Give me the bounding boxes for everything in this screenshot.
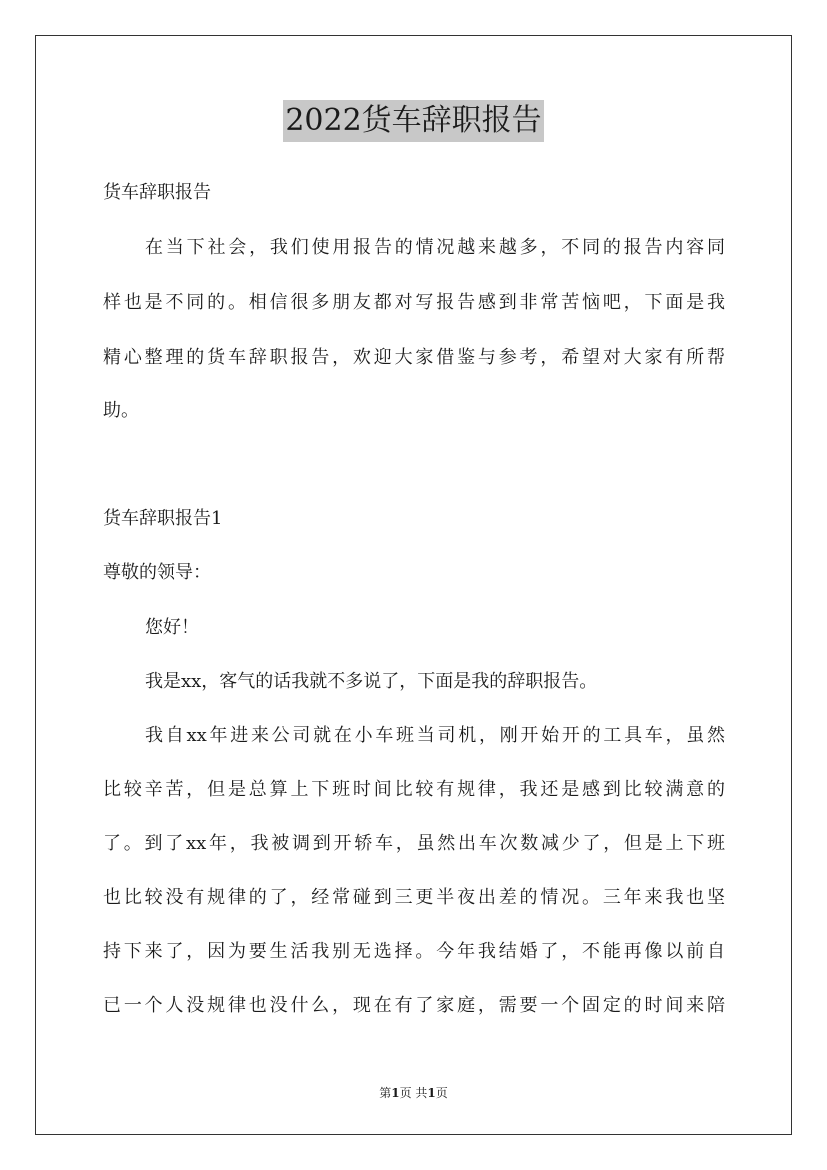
footer-prefix: 第 — [379, 1086, 392, 1100]
document-title: 2022货车辞职报告 — [283, 100, 543, 142]
intro-line-3: 精心整理的货车辞职报告，欢迎大家借鉴与参考，希望对大家有所帮 — [103, 347, 725, 368]
title-wrap — [0, 100, 827, 142]
paragraph-1: 我是xx，客气的话我就不多说了，下面是我的辞职报告。 — [145, 671, 598, 692]
paragraph-2-line-3: 了。到了xx年，我被调到开轿车，虽然出车次数减少了，但是上下班 — [103, 833, 725, 854]
footer-current-page: 1 — [391, 1086, 400, 1100]
intro-line-2: 样也是不同的。相信很多朋友都对写报告感到非常苦恼吧，下面是我 — [103, 292, 725, 313]
salutation: 尊敬的领导： — [103, 562, 211, 583]
paragraph-2-line-6: 已一个人没规律也没什么，现在有了家庭，需要一个固定的时间来陪 — [103, 995, 725, 1016]
section-heading: 货车辞职报告1 — [103, 508, 223, 529]
footer-mid: 页 共 — [399, 1086, 428, 1100]
paragraph-2-line-4: 也比较没有规律的了，经常碰到三更半夜出差的情况。三年来我也坚 — [103, 887, 725, 908]
paragraph-2-line-2: 比较辛苦，但是总算上下班时间比较有规律，我还是感到比较满意的 — [103, 779, 725, 800]
paragraph-2-line-1: 我自xx年进来公司就在小车班当司机，刚开始开的工具车，虽然 — [145, 725, 725, 746]
page-footer — [0, 1085, 827, 1101]
paragraph-2-line-5: 持下来了，因为要生活我别无选择。今年我结婚了，不能再像以前自 — [103, 941, 725, 962]
greeting: 您好！ — [145, 617, 199, 638]
footer-total-pages: 1 — [427, 1086, 436, 1100]
intro-line-4: 助。 — [103, 400, 139, 421]
subtitle: 货车辞职报告 — [103, 182, 211, 203]
intro-line-1: 在当下社会，我们使用报告的情况越来越多，不同的报告内容同 — [145, 237, 725, 258]
footer-suffix: 页 — [435, 1086, 448, 1100]
